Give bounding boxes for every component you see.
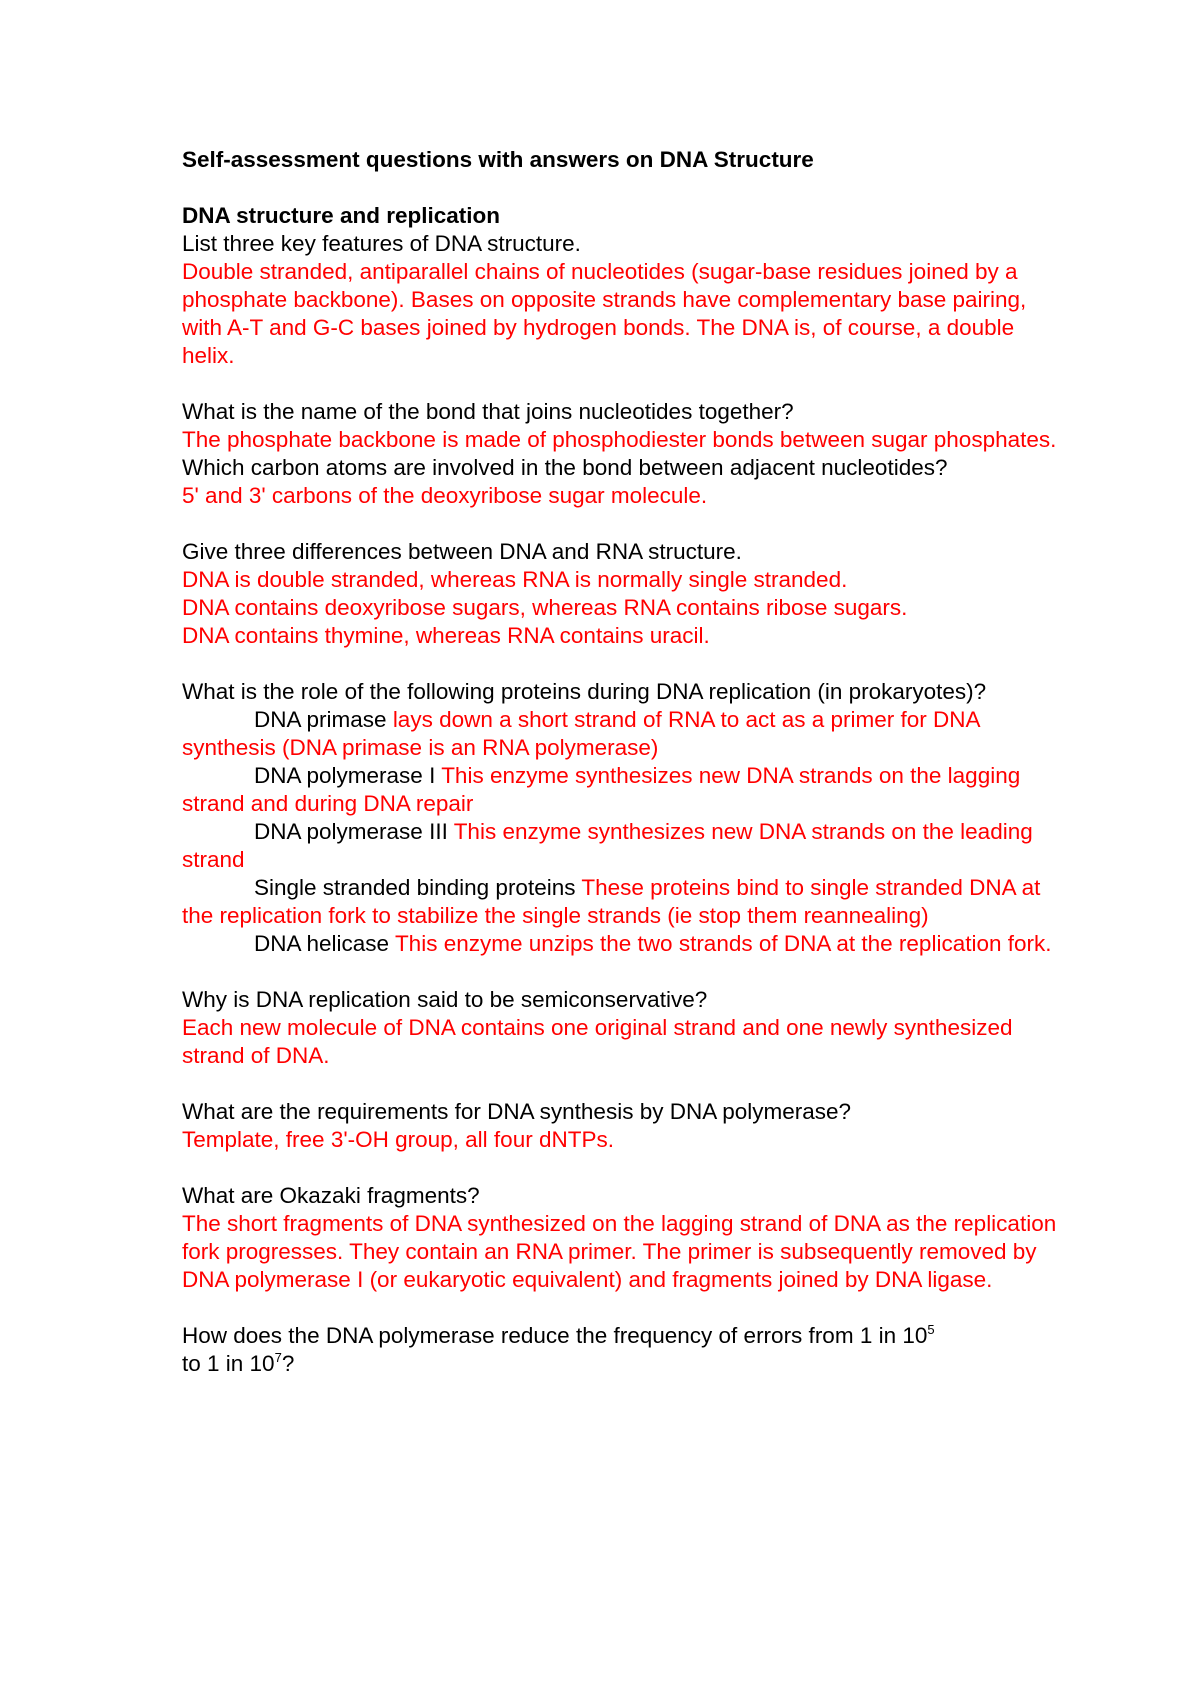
question-9-part-3: ? <box>281 1351 295 1376</box>
protein-answer: This enzyme synthesizes new DNA strands on the lagging strand and during DNA repair <box>182 763 1021 816</box>
protein-answer: This enzyme synthesizes new DNA strands on the leading strand <box>182 819 1033 872</box>
spacer <box>182 510 1062 538</box>
question-9-part-2: to 1 in 10 <box>182 1351 275 1376</box>
question-2: What is the name of the bond that joins nucleotides together? <box>182 399 794 424</box>
protein-item <box>182 706 1062 762</box>
question-4: Give three differences between DNA and RNA structure. <box>182 539 742 564</box>
answer-7: Template, free 3'-OH group, all four dNTPs. <box>182 1127 614 1152</box>
question-1: List three key features of DNA structure. <box>182 231 581 256</box>
protein-item <box>182 762 1062 818</box>
question-9 <box>182 1322 1062 1378</box>
answer-1: Double stranded, antiparallel chains of nucleotides (sugar-base residues joined by a phosphate backbone). Bases on opposite strands have complementary base pairing, with A-T and G-C bases joined by hydrogen bonds. The DNA is, of course, a double helix. <box>182 259 1027 368</box>
question-6: Why is DNA replication said to be semiconservative? <box>182 987 708 1012</box>
protein-term: DNA primase <box>254 707 387 732</box>
document-content <box>182 146 1062 1378</box>
exponent-7: 7 <box>274 1350 282 1365</box>
protein-item <box>182 930 1062 958</box>
question-7: What are the requirements for DNA synthesis by DNA polymerase? <box>182 1099 852 1124</box>
spacer <box>182 958 1062 986</box>
answer-4-line-1: DNA is double stranded, whereas RNA is normally single stranded. <box>182 567 848 592</box>
protein-item <box>182 818 1062 874</box>
protein-term: DNA polymerase I <box>254 763 436 788</box>
protein-term: DNA helicase <box>254 931 390 956</box>
protein-term: Single stranded binding proteins <box>254 875 576 900</box>
document-title: Self-assessment questions with answers on DNA Structure <box>182 147 814 172</box>
protein-term: DNA polymerase III <box>254 819 448 844</box>
answer-2: The phosphate backbone is made of phosphodiester bonds between sugar phosphates. <box>182 427 1057 452</box>
protein-answer: These proteins bind to single stranded DNA at the replication fork to stabilize the single strands (ie stop them reannealing) <box>182 875 1041 928</box>
answer-6: Each new molecule of DNA contains one original strand and one newly synthesized strand of DNA. <box>182 1015 1013 1068</box>
spacer <box>182 1154 1062 1182</box>
answer-4-line-2: DNA contains deoxyribose sugars, whereas RNA contains ribose sugars. <box>182 595 908 620</box>
protein-item <box>182 874 1062 930</box>
answer-3: 5' and 3' carbons of the deoxyribose sugar molecule. <box>182 483 708 508</box>
exponent-5: 5 <box>927 1322 935 1337</box>
protein-answer: This enzyme unzips the two strands of DNA at the replication fork. <box>394 931 1052 956</box>
question-5: What is the role of the following proteins during DNA replication (in prokaryotes)? <box>182 679 987 704</box>
protein-answer: lays down a short strand of RNA to act as a primer for DNA synthesis (DNA primase is an RNA polymerase) <box>182 707 980 760</box>
spacer <box>182 650 1062 678</box>
answer-4-line-3: DNA contains thymine, whereas RNA contains uracil. <box>182 623 710 648</box>
question-9-part-1: How does the DNA polymerase reduce the frequency of errors from 1 in 10 <box>182 1323 928 1348</box>
spacer <box>182 1070 1062 1098</box>
section-heading: DNA structure and replication <box>182 203 500 228</box>
spacer <box>182 1294 1062 1322</box>
question-3: Which carbon atoms are involved in the bond between adjacent nucleotides? <box>182 455 948 480</box>
spacer <box>182 370 1062 398</box>
answer-8: The short fragments of DNA synthesized on the lagging strand of DNA as the replication fork progresses. They contain an RNA primer. The primer is subsequently removed by DNA polymerase I (or eukaryotic equivalent) and fragments joined by DNA ligase. <box>182 1211 1057 1292</box>
question-8: What are Okazaki fragments? <box>182 1183 480 1208</box>
